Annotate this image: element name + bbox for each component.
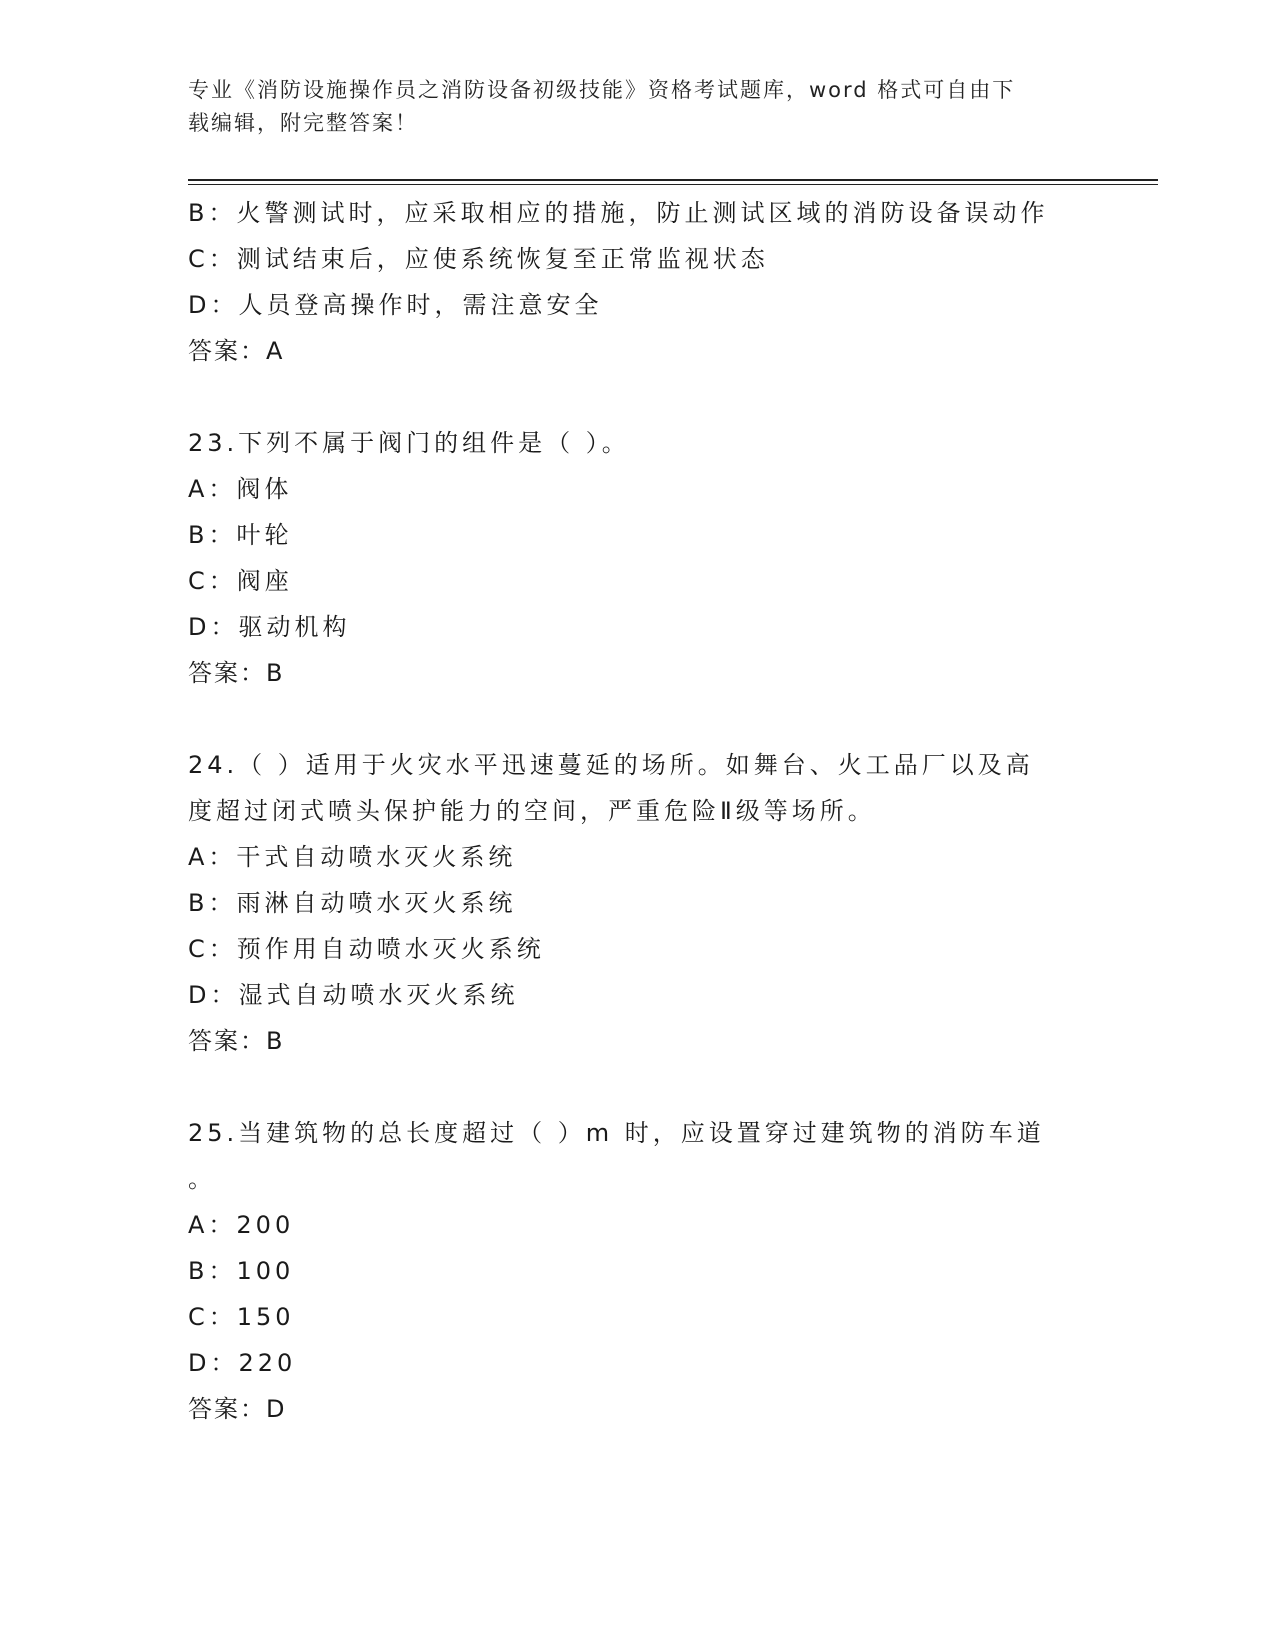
option-c: C：阀座 [188, 567, 293, 595]
answer: 答案：A [188, 337, 285, 365]
question-stem-line-2: 度超过闭式喷头保护能力的空间，严重危险Ⅱ级等场所。 [188, 797, 876, 825]
option-a: A：200 [188, 1211, 295, 1239]
spacer [188, 374, 1088, 420]
question-23 [188, 420, 1088, 696]
option-b: B：100 [188, 1257, 295, 1285]
answer: 答案：D [188, 1395, 287, 1423]
option-a: A：干式自动喷水灭火系统 [188, 843, 517, 871]
option-b: B：火警测试时，应采取相应的措施，防止测试区域的消防设备误动作 [188, 199, 1049, 227]
header-line-2: 载编辑，附完整答案！ [188, 111, 418, 135]
header-line-1: 专业《消防设施操作员之消防设备初级技能》资格考试题库，word 格式可自由下 [188, 78, 1016, 102]
option-a: A：阀体 [188, 475, 293, 503]
option-d: D：人员登高操作时，需注意安全 [188, 291, 603, 319]
question-stem-line-2: 。 [188, 1165, 216, 1193]
option-d: D：湿式自动喷水灭火系统 [188, 981, 519, 1009]
question-stem-line-1: 25.当建筑物的总长度超过（ ）m 时，应设置穿过建筑物的消防车道 [188, 1119, 1045, 1147]
option-b: B：雨淋自动喷水灭火系统 [188, 889, 517, 917]
question-22 [188, 190, 1088, 374]
answer: 答案：B [188, 1027, 285, 1055]
question-list [188, 190, 1088, 1432]
header-divider-thin [188, 184, 1158, 185]
option-c: C：预作用自动喷水灭火系统 [188, 935, 545, 963]
spacer [188, 1064, 1088, 1110]
question-25 [188, 1110, 1088, 1432]
spacer [188, 696, 1088, 742]
document-header [188, 74, 1068, 140]
option-b: B：叶轮 [188, 521, 293, 549]
answer: 答案：B [188, 659, 285, 687]
option-d: D：驱动机构 [188, 613, 351, 641]
question-stem: 23.下列不属于阀门的组件是（ ）。 [188, 429, 630, 457]
question-stem-line-1: 24.（ ）适用于火灾水平迅速蔓延的场所。如舞台、火工品厂以及高 [188, 751, 1034, 779]
option-c: C：测试结束后，应使系统恢复至正常监视状态 [188, 245, 769, 273]
header-divider-thick [188, 179, 1158, 181]
option-d: D：220 [188, 1349, 297, 1377]
question-24 [188, 742, 1088, 1064]
option-c: C：150 [188, 1303, 295, 1331]
